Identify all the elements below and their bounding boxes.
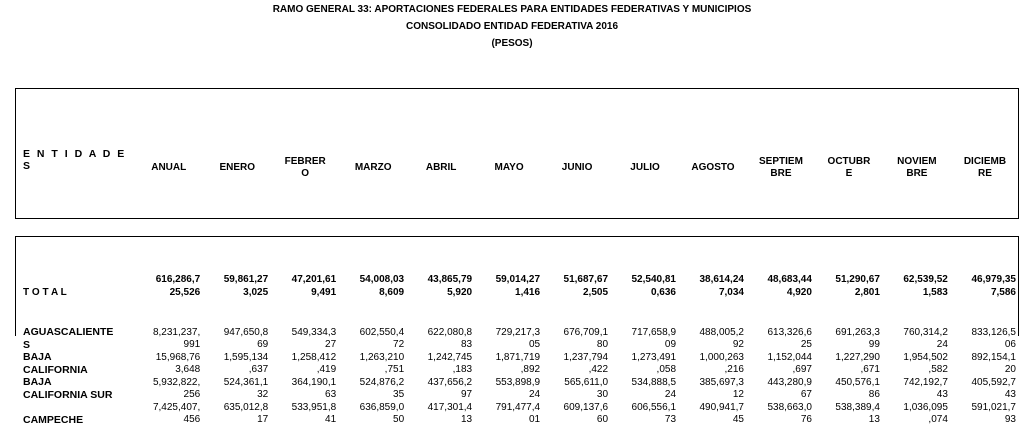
table-cell <box>475 326 543 351</box>
table-cell <box>951 401 1019 426</box>
cell-line-1: 1,871,719 <box>495 352 541 363</box>
cell-line-2: ,419 <box>316 364 337 375</box>
cell-line-2: 5,920 <box>447 287 473 298</box>
cell-line-1: 437,656,2 <box>427 377 473 388</box>
cell-line-2: 7,034 <box>718 287 744 298</box>
cell-line-1: 490,941,7 <box>699 402 744 413</box>
cell-line-1: 405,592,7 <box>971 377 1016 388</box>
cell-line-1: 553,898,9 <box>495 377 541 388</box>
table-cell <box>134 401 203 426</box>
cell-line-2: 27 <box>325 339 337 350</box>
cell-line-1: 52,540,81 <box>631 274 676 285</box>
cell-line-2: ,637 <box>248 364 269 375</box>
column-header-text: BRE <box>770 167 792 179</box>
table-cell <box>203 401 271 426</box>
cell-line-2: ,892 <box>520 364 541 375</box>
total-value <box>883 273 951 299</box>
cell-line-1: 602,550,4 <box>359 327 405 338</box>
cell-line-2: 97 <box>460 389 473 400</box>
table-cell <box>339 351 407 376</box>
cell-line-1: 591,021,7 <box>971 402 1016 413</box>
cell-line-1: 1,595,134 <box>223 352 269 363</box>
cell-line-2: 9,491 <box>311 287 337 298</box>
cell-line-1: BAJA <box>23 376 52 388</box>
cell-line-2: 3,025 <box>243 287 269 298</box>
cell-line-1: 729,217,3 <box>495 327 541 338</box>
total-value <box>611 273 679 299</box>
column-header-table <box>15 88 1019 219</box>
cell-line-1: 676,709,1 <box>563 327 609 338</box>
column-header-text: JULIO <box>630 161 660 173</box>
cell-line-2: ,058 <box>656 364 677 375</box>
column-header <box>883 88 951 219</box>
cell-line-2: ,183 <box>452 364 473 375</box>
column-header-text: ENERO <box>219 161 255 173</box>
total-value <box>203 273 271 299</box>
cell-line-2: S <box>23 338 31 351</box>
table-cell <box>339 376 407 401</box>
table-cell <box>611 326 679 351</box>
table-cell <box>407 376 475 401</box>
table-cell <box>883 326 951 351</box>
cell-line-1: 616,286,7 <box>155 274 201 285</box>
cell-line-1: 46,979,35 <box>971 274 1016 285</box>
table-cell <box>134 376 203 401</box>
column-header <box>951 88 1019 219</box>
header-entidades: E N T I D A D E S <box>23 147 127 172</box>
cell-line-1: 62,539,52 <box>903 274 948 285</box>
table-cell <box>951 326 1019 351</box>
cell-line-1: 51,290,67 <box>835 274 880 285</box>
cell-line-1: 51,687,67 <box>563 274 609 285</box>
table-cell <box>747 401 815 426</box>
column-header-text: AGOSTO <box>691 161 735 173</box>
table-cell <box>271 376 339 401</box>
cell-line-2: 76 <box>800 414 812 425</box>
cell-line-1: 613,326,6 <box>767 327 812 338</box>
column-header <box>611 88 679 219</box>
cell-line-1: 524,361,1 <box>223 377 269 388</box>
cell-line-2: 8,609 <box>379 287 405 298</box>
cell-line-1: 364,190,1 <box>291 377 337 388</box>
column-header <box>203 88 271 219</box>
cell-line-1: 538,389,4 <box>835 402 880 413</box>
table-cell <box>679 376 747 401</box>
column-header <box>747 88 815 219</box>
cell-line-1: 450,576,1 <box>835 377 880 388</box>
table-cell <box>883 401 951 426</box>
cell-line-2: ,074 <box>928 414 948 425</box>
column-header <box>815 88 883 219</box>
cell-line-2: 80 <box>596 339 609 350</box>
table-cell <box>203 326 271 351</box>
table-cell <box>407 401 475 426</box>
cell-line-2: 0,636 <box>650 287 676 298</box>
cell-line-1: 15,968,76 <box>155 352 201 363</box>
cell-line-2: 13 <box>868 414 880 425</box>
column-header <box>475 88 543 219</box>
cell-line-1: 947,650,8 <box>223 327 269 338</box>
cell-line-2: 2,801 <box>854 287 880 298</box>
cell-line-1: 43,865,79 <box>427 274 473 285</box>
cell-line-2: 67 <box>800 389 812 400</box>
cell-line-1: 717,658,9 <box>631 327 677 338</box>
cell-line-2: 45 <box>732 414 744 425</box>
column-header-text: JUNIO <box>561 161 593 173</box>
cell-line-2: 06 <box>1004 339 1016 350</box>
cell-line-2: 1,583 <box>922 287 948 298</box>
table-row <box>15 401 1019 426</box>
table-cell <box>679 326 747 351</box>
cell-line-2: 13 <box>460 414 473 425</box>
cell-line-1: 1,273,491 <box>631 352 677 363</box>
cell-line-1: AGUASCALIENTE <box>23 326 114 338</box>
cell-line-2: 41 <box>325 414 337 425</box>
entidad-name <box>15 326 134 351</box>
table-cell <box>475 351 543 376</box>
cell-line-2: 43 <box>1004 389 1016 400</box>
column-header <box>543 88 611 219</box>
table-cell <box>543 401 611 426</box>
column-header-text: BRE <box>906 167 928 179</box>
cell-line-2: 01 <box>528 414 541 425</box>
table-cell <box>475 401 543 426</box>
column-header-text: SEPTIEM <box>759 155 803 167</box>
cell-line-1: 1,000,263 <box>699 352 744 363</box>
cell-line-1: 892,154,1 <box>971 352 1016 363</box>
total-value <box>134 273 203 299</box>
cell-line-1: 1,242,745 <box>427 352 473 363</box>
total-value <box>271 273 339 299</box>
cell-line-1: 443,280,9 <box>767 377 812 388</box>
entidad-name <box>15 401 134 426</box>
table-cell <box>815 401 883 426</box>
column-header-text: RE <box>977 167 992 179</box>
title-line-3: (PESOS) <box>491 38 533 49</box>
cell-line-2: 60 <box>596 414 609 425</box>
table-cell <box>339 326 407 351</box>
cell-line-1: 760,314,2 <box>903 327 948 338</box>
table-cell <box>747 376 815 401</box>
cell-line-1: 565,611,0 <box>564 377 609 388</box>
column-header-text: O <box>301 167 310 179</box>
table-cell <box>883 376 951 401</box>
table-cell <box>815 376 883 401</box>
column-header <box>407 88 475 219</box>
cell-line-2: 73 <box>664 414 677 425</box>
table-cell <box>407 351 475 376</box>
cell-line-2: 12 <box>732 389 744 400</box>
entidad-name <box>15 351 134 376</box>
cell-line-1: 48,683,44 <box>767 274 812 285</box>
cell-line-1: 488,005,2 <box>699 327 744 338</box>
column-header <box>271 88 339 219</box>
cell-line-2: 83 <box>460 339 473 350</box>
total-value <box>951 273 1019 299</box>
column-header-text: ABRIL <box>425 161 457 173</box>
table-cell <box>339 401 407 426</box>
cell-line-2: 20 <box>1004 364 1016 375</box>
table-cell <box>747 351 815 376</box>
cell-line-1: 533,951,8 <box>291 402 337 413</box>
table-cell <box>611 376 679 401</box>
cell-line-1: 549,334,3 <box>291 327 337 338</box>
cell-line-1: 59,861,27 <box>223 274 269 285</box>
column-header <box>339 88 407 219</box>
cell-line-2: 991 <box>183 339 201 350</box>
table-row <box>15 326 1019 351</box>
cell-line-2: 32 <box>257 389 269 400</box>
cell-line-2: ,582 <box>928 364 948 375</box>
column-header <box>134 88 203 219</box>
cell-line-1: 833,126,5 <box>971 327 1016 338</box>
cell-line-2: 24 <box>664 389 677 400</box>
cell-line-2: 25,526 <box>169 287 201 298</box>
cell-line-1: 524,876,2 <box>359 377 405 388</box>
table-cell <box>407 326 475 351</box>
table-cell <box>271 351 339 376</box>
column-header-text: MARZO <box>354 161 392 173</box>
cell-line-2: 86 <box>868 389 880 400</box>
cell-line-1: 385,697,3 <box>699 377 744 388</box>
cell-line-2: 99 <box>868 339 880 350</box>
cell-line-1: 1,152,044 <box>767 352 812 363</box>
total-row <box>15 273 1019 299</box>
cell-line-1: 1,036,095 <box>903 402 948 413</box>
cell-line-2: 256 <box>183 389 201 400</box>
cell-line-2: 05 <box>528 339 541 350</box>
cell-line-1: 417,301,4 <box>427 402 473 413</box>
cell-line-1: 1,258,412 <box>291 352 337 363</box>
cell-line-1: 606,556,1 <box>631 402 677 413</box>
total-value <box>543 273 611 299</box>
table-cell <box>475 376 543 401</box>
cell-line-2: 1,416 <box>515 287 541 298</box>
cell-line-2: ,216 <box>724 364 744 375</box>
cell-line-2: CALIFORNIA SUR <box>23 388 113 401</box>
entidades-table <box>15 326 1019 426</box>
table-cell <box>271 401 339 426</box>
table-cell <box>815 326 883 351</box>
total-table <box>15 236 1019 299</box>
cell-line-2: 50 <box>393 414 405 425</box>
cell-line-2: ,671 <box>860 364 880 375</box>
total-value <box>747 273 815 299</box>
cell-line-1: 5,932,822, <box>152 377 201 388</box>
cell-line-1: 7,425,407, <box>152 402 201 413</box>
column-header-text: DICIEMB <box>963 155 1007 167</box>
table-cell <box>271 326 339 351</box>
cell-line-2: 24 <box>528 389 541 400</box>
cell-line-2: 35 <box>393 389 405 400</box>
total-value <box>475 273 543 299</box>
cell-line-2: 43 <box>936 389 948 400</box>
table-cell <box>134 326 203 351</box>
column-header-text: NOVIEM <box>897 155 937 167</box>
cell-line-1: 1,227,290 <box>835 352 880 363</box>
cell-line-2: ,697 <box>792 364 812 375</box>
cell-line-1: 534,888,5 <box>631 377 677 388</box>
table-cell <box>543 351 611 376</box>
table-cell <box>679 401 747 426</box>
cell-line-2: 456 <box>183 414 201 425</box>
cell-line-1: 742,192,7 <box>903 377 948 388</box>
table-cell <box>543 376 611 401</box>
total-value <box>679 273 747 299</box>
cell-line-2: CAMPECHE <box>23 413 84 426</box>
cell-line-2: 2,505 <box>583 287 609 298</box>
cell-line-2: ,422 <box>588 364 609 375</box>
report-title <box>0 0 1024 52</box>
cell-line-2: 63 <box>325 389 337 400</box>
cell-line-2: 69 <box>257 339 269 350</box>
cell-line-2: 3,648 <box>175 364 201 375</box>
column-header-text: E <box>845 167 853 179</box>
table-cell <box>203 376 271 401</box>
cell-line-1: 59,014,27 <box>495 274 541 285</box>
table-cell <box>815 351 883 376</box>
table-cell <box>679 351 747 376</box>
table-cell <box>203 351 271 376</box>
column-header-text: FEBRER <box>284 155 326 167</box>
table-cell <box>611 401 679 426</box>
column-header-row <box>15 88 1019 219</box>
table-cell <box>134 351 203 376</box>
column-header-text: MAYO <box>494 161 524 173</box>
cell-line-1: 38,614,24 <box>699 274 744 285</box>
column-header <box>679 88 747 219</box>
cell-line-1: 791,477,4 <box>495 402 541 413</box>
cell-line-1: BAJA <box>23 351 52 363</box>
table-cell <box>611 351 679 376</box>
cell-line-1: 691,263,3 <box>835 327 880 338</box>
cell-line-2: 17 <box>257 414 269 425</box>
cell-line-2: 93 <box>1004 414 1016 425</box>
table-row <box>15 351 1019 376</box>
cell-line-1: 609,137,6 <box>563 402 609 413</box>
cell-line-2: CALIFORNIA <box>23 363 88 376</box>
cell-line-1: 1,263,210 <box>359 352 405 363</box>
cell-line-1: 636,859,0 <box>359 402 405 413</box>
cell-line-1: 47,201,61 <box>291 274 337 285</box>
table-cell <box>883 351 951 376</box>
total-value <box>407 273 475 299</box>
table-cell <box>951 376 1019 401</box>
title-line-2: CONSOLIDADO ENTIDAD FEDERATIVA 2016 <box>405 21 619 32</box>
table-cell <box>951 351 1019 376</box>
total-label: T O T A L <box>23 287 67 298</box>
table-cell <box>543 326 611 351</box>
table-cell <box>747 326 815 351</box>
cell-line-1: 1,954,502 <box>903 352 948 363</box>
total-value <box>339 273 407 299</box>
column-header-text: OCTUBR <box>827 155 871 167</box>
cell-line-2: 09 <box>664 339 677 350</box>
table-row <box>15 376 1019 401</box>
cell-line-1: 538,663,0 <box>767 402 812 413</box>
cell-line-1: 635,012,8 <box>223 402 269 413</box>
cell-line-1: 1,237,794 <box>563 352 609 363</box>
cell-line-1: 8,231,237, <box>152 327 201 338</box>
total-value <box>815 273 883 299</box>
cell-line-1: 54,008,03 <box>359 274 405 285</box>
cell-line-2: 7,586 <box>990 287 1016 298</box>
entidad-name <box>15 376 134 401</box>
column-header-text: ANUAL <box>151 161 187 173</box>
cell-line-2: 4,920 <box>786 287 812 298</box>
cell-line-2: 24 <box>936 339 948 350</box>
cell-line-2: 72 <box>393 339 405 350</box>
cell-line-1: 622,080,8 <box>427 327 473 338</box>
title-line-1: RAMO GENERAL 33: APORTACIONES FEDERALES PARA ENTIDADES FEDERATIVAS Y MUNICIPIOS <box>272 4 752 15</box>
cell-line-2: 25 <box>800 339 812 350</box>
cell-line-2: ,751 <box>384 364 405 375</box>
cell-line-2: 92 <box>732 339 744 350</box>
cell-line-2: 30 <box>596 389 609 400</box>
